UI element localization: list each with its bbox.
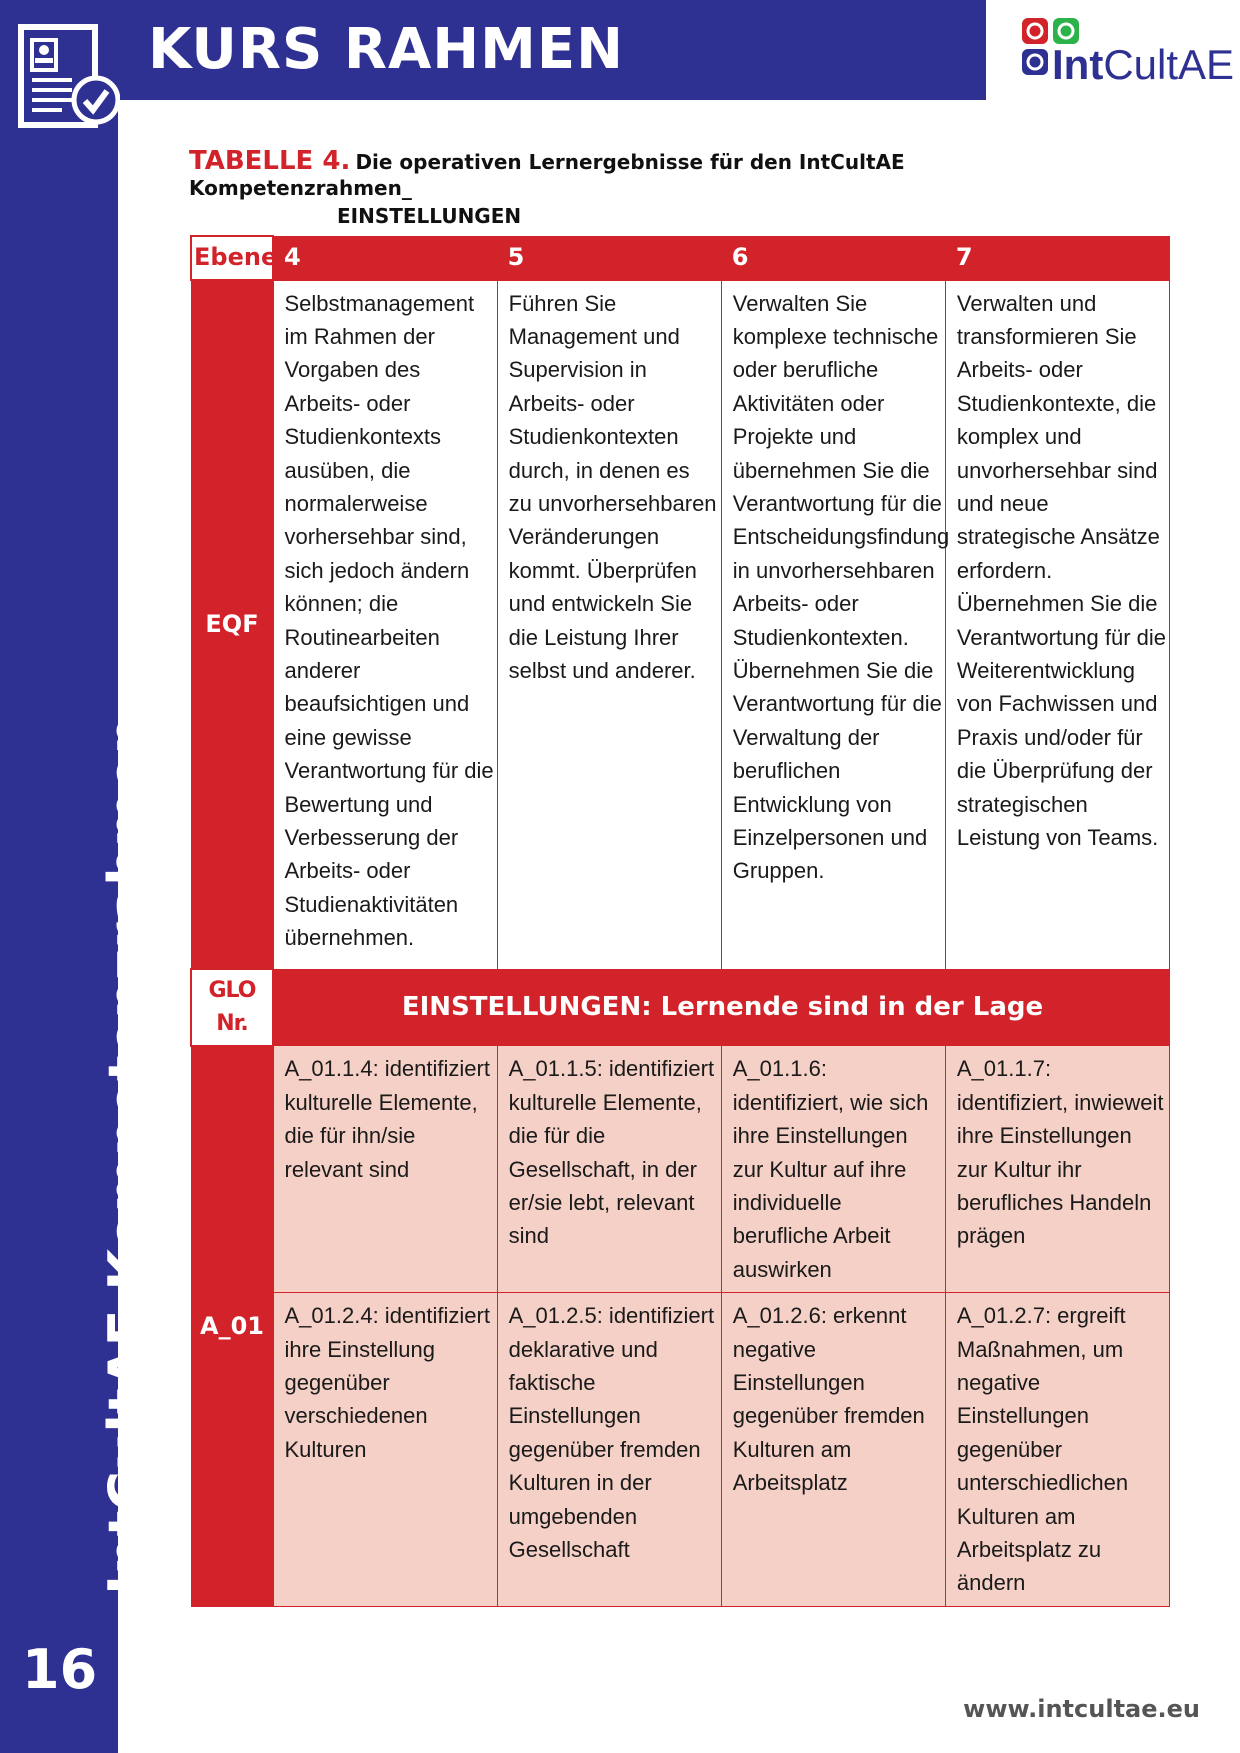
- level-header: 6: [721, 236, 945, 280]
- eqf-cell: Verwalten Sie komplexe technische oder berufliche Aktivitäten oder Projekte und übernehmen Sie die Verantwortung für die Entscheidungsfindung in unvorhersehbaren Arbeits- oder Studienkontexten. Übernehmen Sie die Verantwortung für die Verwaltung der beruflichen Entwicklung von Einzelpersonen und Gruppen.: [721, 280, 945, 969]
- caption-text: Die operativen Lernergebnisse für den IntCultAE Kompetenzrahmen_: [189, 150, 905, 200]
- glo-label: GLO Nr.: [191, 969, 273, 1046]
- competence-table: [190, 235, 1170, 1607]
- glo-header-row: [191, 969, 1170, 1046]
- document-check-icon: [18, 24, 120, 132]
- eqf-cell: Führen Sie Management und Supervision in Arbeits- oder Studienkontexten durch, in denen es zu unvorhersehbaren Veränderungen kommt. Überprüfen und entwickeln Sie die Leistung Ihrer selbst und anderer.: [497, 280, 721, 969]
- a01-label: A_01: [191, 1046, 273, 1607]
- logo-text: [1052, 42, 1234, 88]
- level-header: 4: [273, 236, 497, 280]
- caption-text-line2: EINSTELLUNGEN: [337, 204, 522, 228]
- table-row: [191, 280, 1170, 969]
- page-title: KURS RAHMEN: [148, 17, 625, 82]
- logo-text-int: Int: [1052, 41, 1104, 88]
- outcome-cell: A_01.2.5: identifiziert deklarative und faktische Einstellungen gegenüber fremden Kulturen in der umgebenden Gesellschaft: [497, 1293, 721, 1607]
- outcome-cell: A_01.1.6: identifiziert, wie sich ihre Einstellungen zur Kultur auf ihre individuelle berufliche Arbeit auswirken: [721, 1046, 945, 1293]
- level-header: 5: [497, 236, 721, 280]
- glo-title: EINSTELLUNGEN: Lernende sind in der Lage: [273, 969, 1170, 1046]
- outcome-cell: A_01.1.7: identifiziert, inwieweit ihre Einstellungen zur Kultur ihr berufliches Handeln prägen: [945, 1046, 1169, 1293]
- logo-text-cult: Cult: [1103, 41, 1179, 88]
- outcome-cell: A_01.1.5: identifiziert kulturelle Elemente, die für die Gesellschaft, in der er/sie lebt, relevant sind: [497, 1046, 721, 1293]
- table-caption: [189, 146, 1089, 228]
- ebene-label: Ebene: [191, 236, 273, 280]
- page-number: 16: [22, 1638, 98, 1701]
- table-row: [191, 1293, 1170, 1607]
- outcome-cell: A_01.2.6: erkennt negative Einstellungen gegenüber fremden Kulturen am Arbeitsplatz: [721, 1293, 945, 1607]
- eqf-cell: Selbstmanagement im Rahmen der Vorgaben des Arbeits- oder Studienkontexts ausüben, die normalerweise vorhersehbar sind, sich jedoch ändern können; die Routinearbeiten anderer beaufsichtigen und eine gewisse Verantwortung für die Bewertung und Verbesserung der Arbeits- oder Studienaktivitäten übernehmen.: [273, 280, 497, 969]
- table-header-row: [191, 236, 1170, 280]
- outcome-cell: A_01.2.7: ergreift Maßnahmen, um negative Einstellungen gegenüber unterschiedlichen Kulturen am Arbeitsplatz zu ändern: [945, 1293, 1169, 1607]
- caption-label: TABELLE 4.: [189, 146, 351, 176]
- level-header: 7: [945, 236, 1169, 280]
- eqf-cell: Verwalten und transformieren Sie Arbeits- oder Studienkontexte, die komplex und unvorhersehbar sind und neue strategische Ansätze erfordern. Übernehmen Sie die Verantwortung für die Weiterentwicklung von Fachwissen und Praxis und/oder für die Überprüfung der strategischen Leistung von Teams.: [945, 280, 1169, 969]
- outcome-cell: A_01.2.4: identifiziert ihre Einstellung gegenüber verschiedenen Kulturen: [273, 1293, 497, 1607]
- table-row: [191, 1046, 1170, 1293]
- logo-text-ae: AE: [1178, 41, 1235, 88]
- footer-url: www.intcultae.eu: [963, 1695, 1200, 1723]
- eqf-label: EQF: [191, 280, 273, 969]
- sidebar-vertical-title: IntCultAE Kompetenzrahmen: [97, 716, 160, 1595]
- outcome-cell: A_01.1.4: identifiziert kulturelle Elemente, die für ihn/sie relevant sind: [273, 1046, 497, 1293]
